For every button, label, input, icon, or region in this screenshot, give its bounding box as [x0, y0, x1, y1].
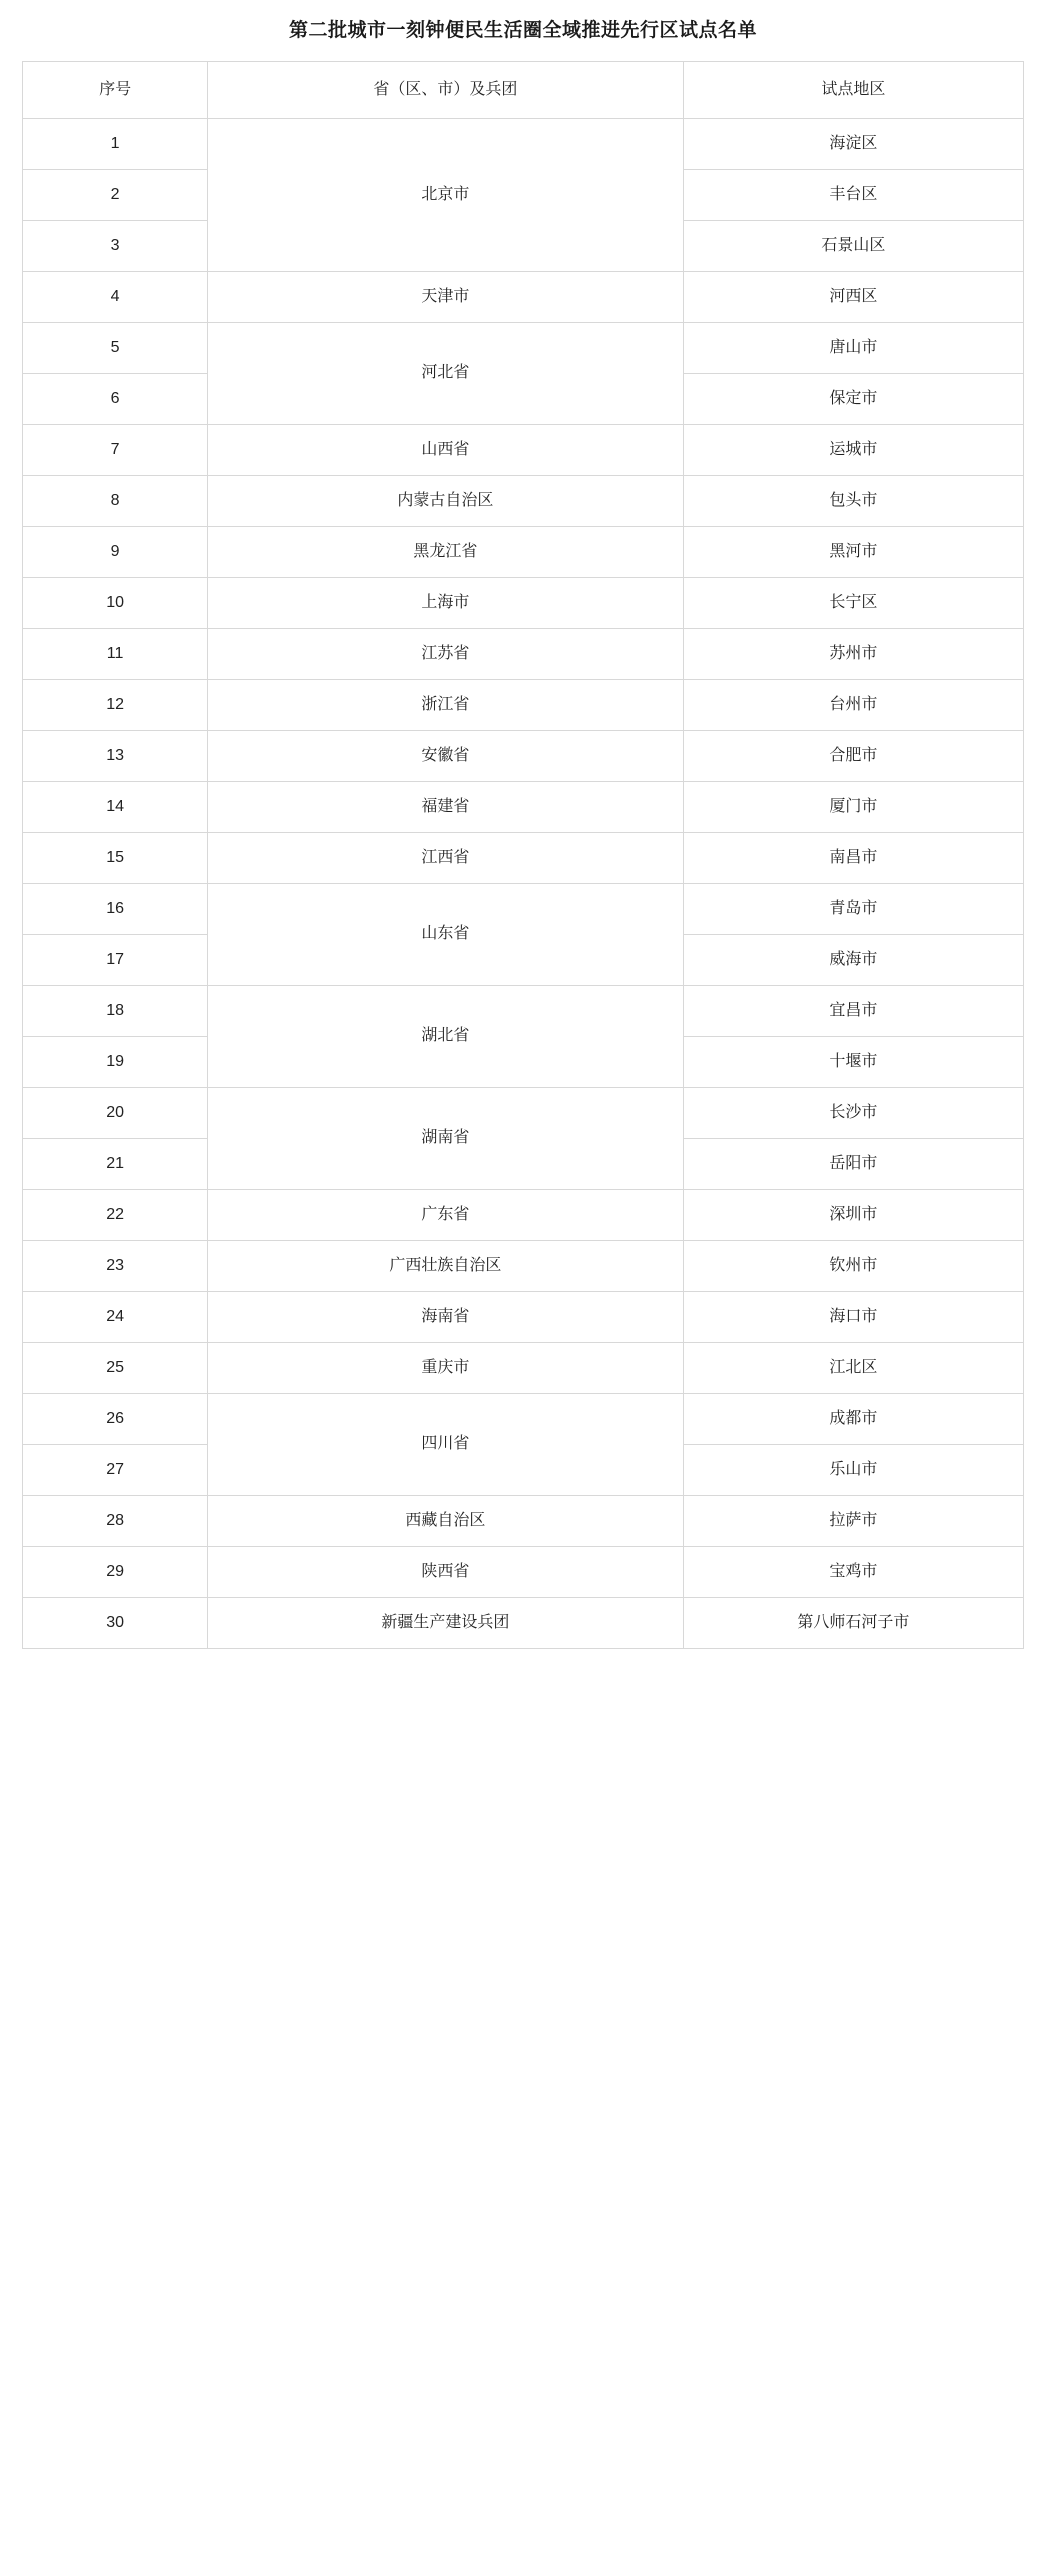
cell-province: 陕西省 — [208, 1546, 683, 1597]
cell-province: 内蒙古自治区 — [208, 475, 683, 526]
table-row — [23, 628, 1024, 679]
cell-province: 山东省 — [208, 883, 683, 985]
cell-province: 福建省 — [208, 781, 683, 832]
cell-pilot-area: 苏州市 — [683, 628, 1023, 679]
cell-index: 6 — [23, 373, 208, 424]
cell-province: 江西省 — [208, 832, 683, 883]
cell-pilot-area: 宝鸡市 — [683, 1546, 1023, 1597]
table-row — [23, 424, 1024, 475]
cell-pilot-area: 唐山市 — [683, 322, 1023, 373]
cell-index: 25 — [23, 1342, 208, 1393]
table-row — [23, 883, 1024, 934]
cell-index: 11 — [23, 628, 208, 679]
cell-province: 江苏省 — [208, 628, 683, 679]
table-body — [23, 118, 1024, 1648]
cell-index: 27 — [23, 1444, 208, 1495]
cell-pilot-area: 包头市 — [683, 475, 1023, 526]
cell-pilot-area: 第八师石河子市 — [683, 1597, 1023, 1648]
cell-index: 21 — [23, 1138, 208, 1189]
table-row — [23, 475, 1024, 526]
table-row — [23, 577, 1024, 628]
table-row — [23, 1240, 1024, 1291]
table-row — [23, 1189, 1024, 1240]
column-header-province: 省（区、市）及兵团 — [208, 61, 683, 118]
cell-pilot-area: 长沙市 — [683, 1087, 1023, 1138]
cell-pilot-area: 宜昌市 — [683, 985, 1023, 1036]
cell-index: 2 — [23, 169, 208, 220]
cell-index: 3 — [23, 220, 208, 271]
table-row — [23, 526, 1024, 577]
cell-pilot-area: 十堰市 — [683, 1036, 1023, 1087]
cell-pilot-area: 威海市 — [683, 934, 1023, 985]
cell-index: 15 — [23, 832, 208, 883]
cell-province: 湖北省 — [208, 985, 683, 1087]
cell-province: 上海市 — [208, 577, 683, 628]
cell-province: 海南省 — [208, 1291, 683, 1342]
cell-province: 四川省 — [208, 1393, 683, 1495]
table-row — [23, 322, 1024, 373]
cell-index: 19 — [23, 1036, 208, 1087]
cell-pilot-area: 岳阳市 — [683, 1138, 1023, 1189]
cell-index: 26 — [23, 1393, 208, 1444]
pilot-list-table — [22, 61, 1024, 1649]
table-row — [23, 271, 1024, 322]
cell-province: 河北省 — [208, 322, 683, 424]
cell-province: 安徽省 — [208, 730, 683, 781]
cell-index: 18 — [23, 985, 208, 1036]
cell-index: 20 — [23, 1087, 208, 1138]
cell-pilot-area: 乐山市 — [683, 1444, 1023, 1495]
cell-pilot-area: 石景山区 — [683, 220, 1023, 271]
cell-province: 重庆市 — [208, 1342, 683, 1393]
cell-pilot-area: 台州市 — [683, 679, 1023, 730]
cell-pilot-area: 厦门市 — [683, 781, 1023, 832]
cell-pilot-area: 长宁区 — [683, 577, 1023, 628]
cell-index: 4 — [23, 271, 208, 322]
cell-pilot-area: 成都市 — [683, 1393, 1023, 1444]
cell-index: 30 — [23, 1597, 208, 1648]
cell-pilot-area: 海口市 — [683, 1291, 1023, 1342]
cell-index: 7 — [23, 424, 208, 475]
table-row — [23, 679, 1024, 730]
cell-index: 13 — [23, 730, 208, 781]
cell-province: 山西省 — [208, 424, 683, 475]
cell-index: 5 — [23, 322, 208, 373]
cell-index: 14 — [23, 781, 208, 832]
page-title: 第二批城市一刻钟便民生活圈全域推进先行区试点名单 — [288, 20, 757, 41]
cell-index: 23 — [23, 1240, 208, 1291]
cell-index: 16 — [23, 883, 208, 934]
cell-pilot-area: 江北区 — [683, 1342, 1023, 1393]
cell-index: 8 — [23, 475, 208, 526]
cell-province: 广东省 — [208, 1189, 683, 1240]
cell-index: 24 — [23, 1291, 208, 1342]
cell-pilot-area: 南昌市 — [683, 832, 1023, 883]
cell-pilot-area: 海淀区 — [683, 118, 1023, 169]
cell-index: 1 — [23, 118, 208, 169]
table-row — [23, 1087, 1024, 1138]
cell-province: 新疆生产建设兵团 — [208, 1597, 683, 1648]
cell-pilot-area: 保定市 — [683, 373, 1023, 424]
cell-index: 29 — [23, 1546, 208, 1597]
cell-pilot-area: 合肥市 — [683, 730, 1023, 781]
cell-index: 12 — [23, 679, 208, 730]
cell-index: 22 — [23, 1189, 208, 1240]
cell-province: 天津市 — [208, 271, 683, 322]
cell-pilot-area: 运城市 — [683, 424, 1023, 475]
cell-pilot-area: 拉萨市 — [683, 1495, 1023, 1546]
cell-pilot-area: 钦州市 — [683, 1240, 1023, 1291]
table-row — [23, 118, 1024, 169]
cell-province: 湖南省 — [208, 1087, 683, 1189]
table-header-row — [23, 61, 1024, 118]
cell-index: 17 — [23, 934, 208, 985]
table-row — [23, 730, 1024, 781]
table-row — [23, 1342, 1024, 1393]
cell-province: 北京市 — [208, 118, 683, 271]
cell-index: 28 — [23, 1495, 208, 1546]
cell-pilot-area: 河西区 — [683, 271, 1023, 322]
cell-province: 浙江省 — [208, 679, 683, 730]
cell-province: 西藏自治区 — [208, 1495, 683, 1546]
column-header-pilot-area: 试点地区 — [683, 61, 1023, 118]
cell-pilot-area: 深圳市 — [683, 1189, 1023, 1240]
cell-province: 黑龙江省 — [208, 526, 683, 577]
table-container — [0, 61, 1046, 1669]
cell-province: 广西壮族自治区 — [208, 1240, 683, 1291]
table-row — [23, 832, 1024, 883]
cell-pilot-area: 黑河市 — [683, 526, 1023, 577]
table-row — [23, 1495, 1024, 1546]
cell-index: 9 — [23, 526, 208, 577]
table-row — [23, 1597, 1024, 1648]
table-row — [23, 1291, 1024, 1342]
table-row — [23, 1393, 1024, 1444]
cell-pilot-area: 丰台区 — [683, 169, 1023, 220]
table-header — [23, 61, 1024, 118]
cell-index: 10 — [23, 577, 208, 628]
table-row — [23, 985, 1024, 1036]
cell-pilot-area: 青岛市 — [683, 883, 1023, 934]
table-row — [23, 1546, 1024, 1597]
table-row — [23, 781, 1024, 832]
column-header-index: 序号 — [23, 61, 208, 118]
